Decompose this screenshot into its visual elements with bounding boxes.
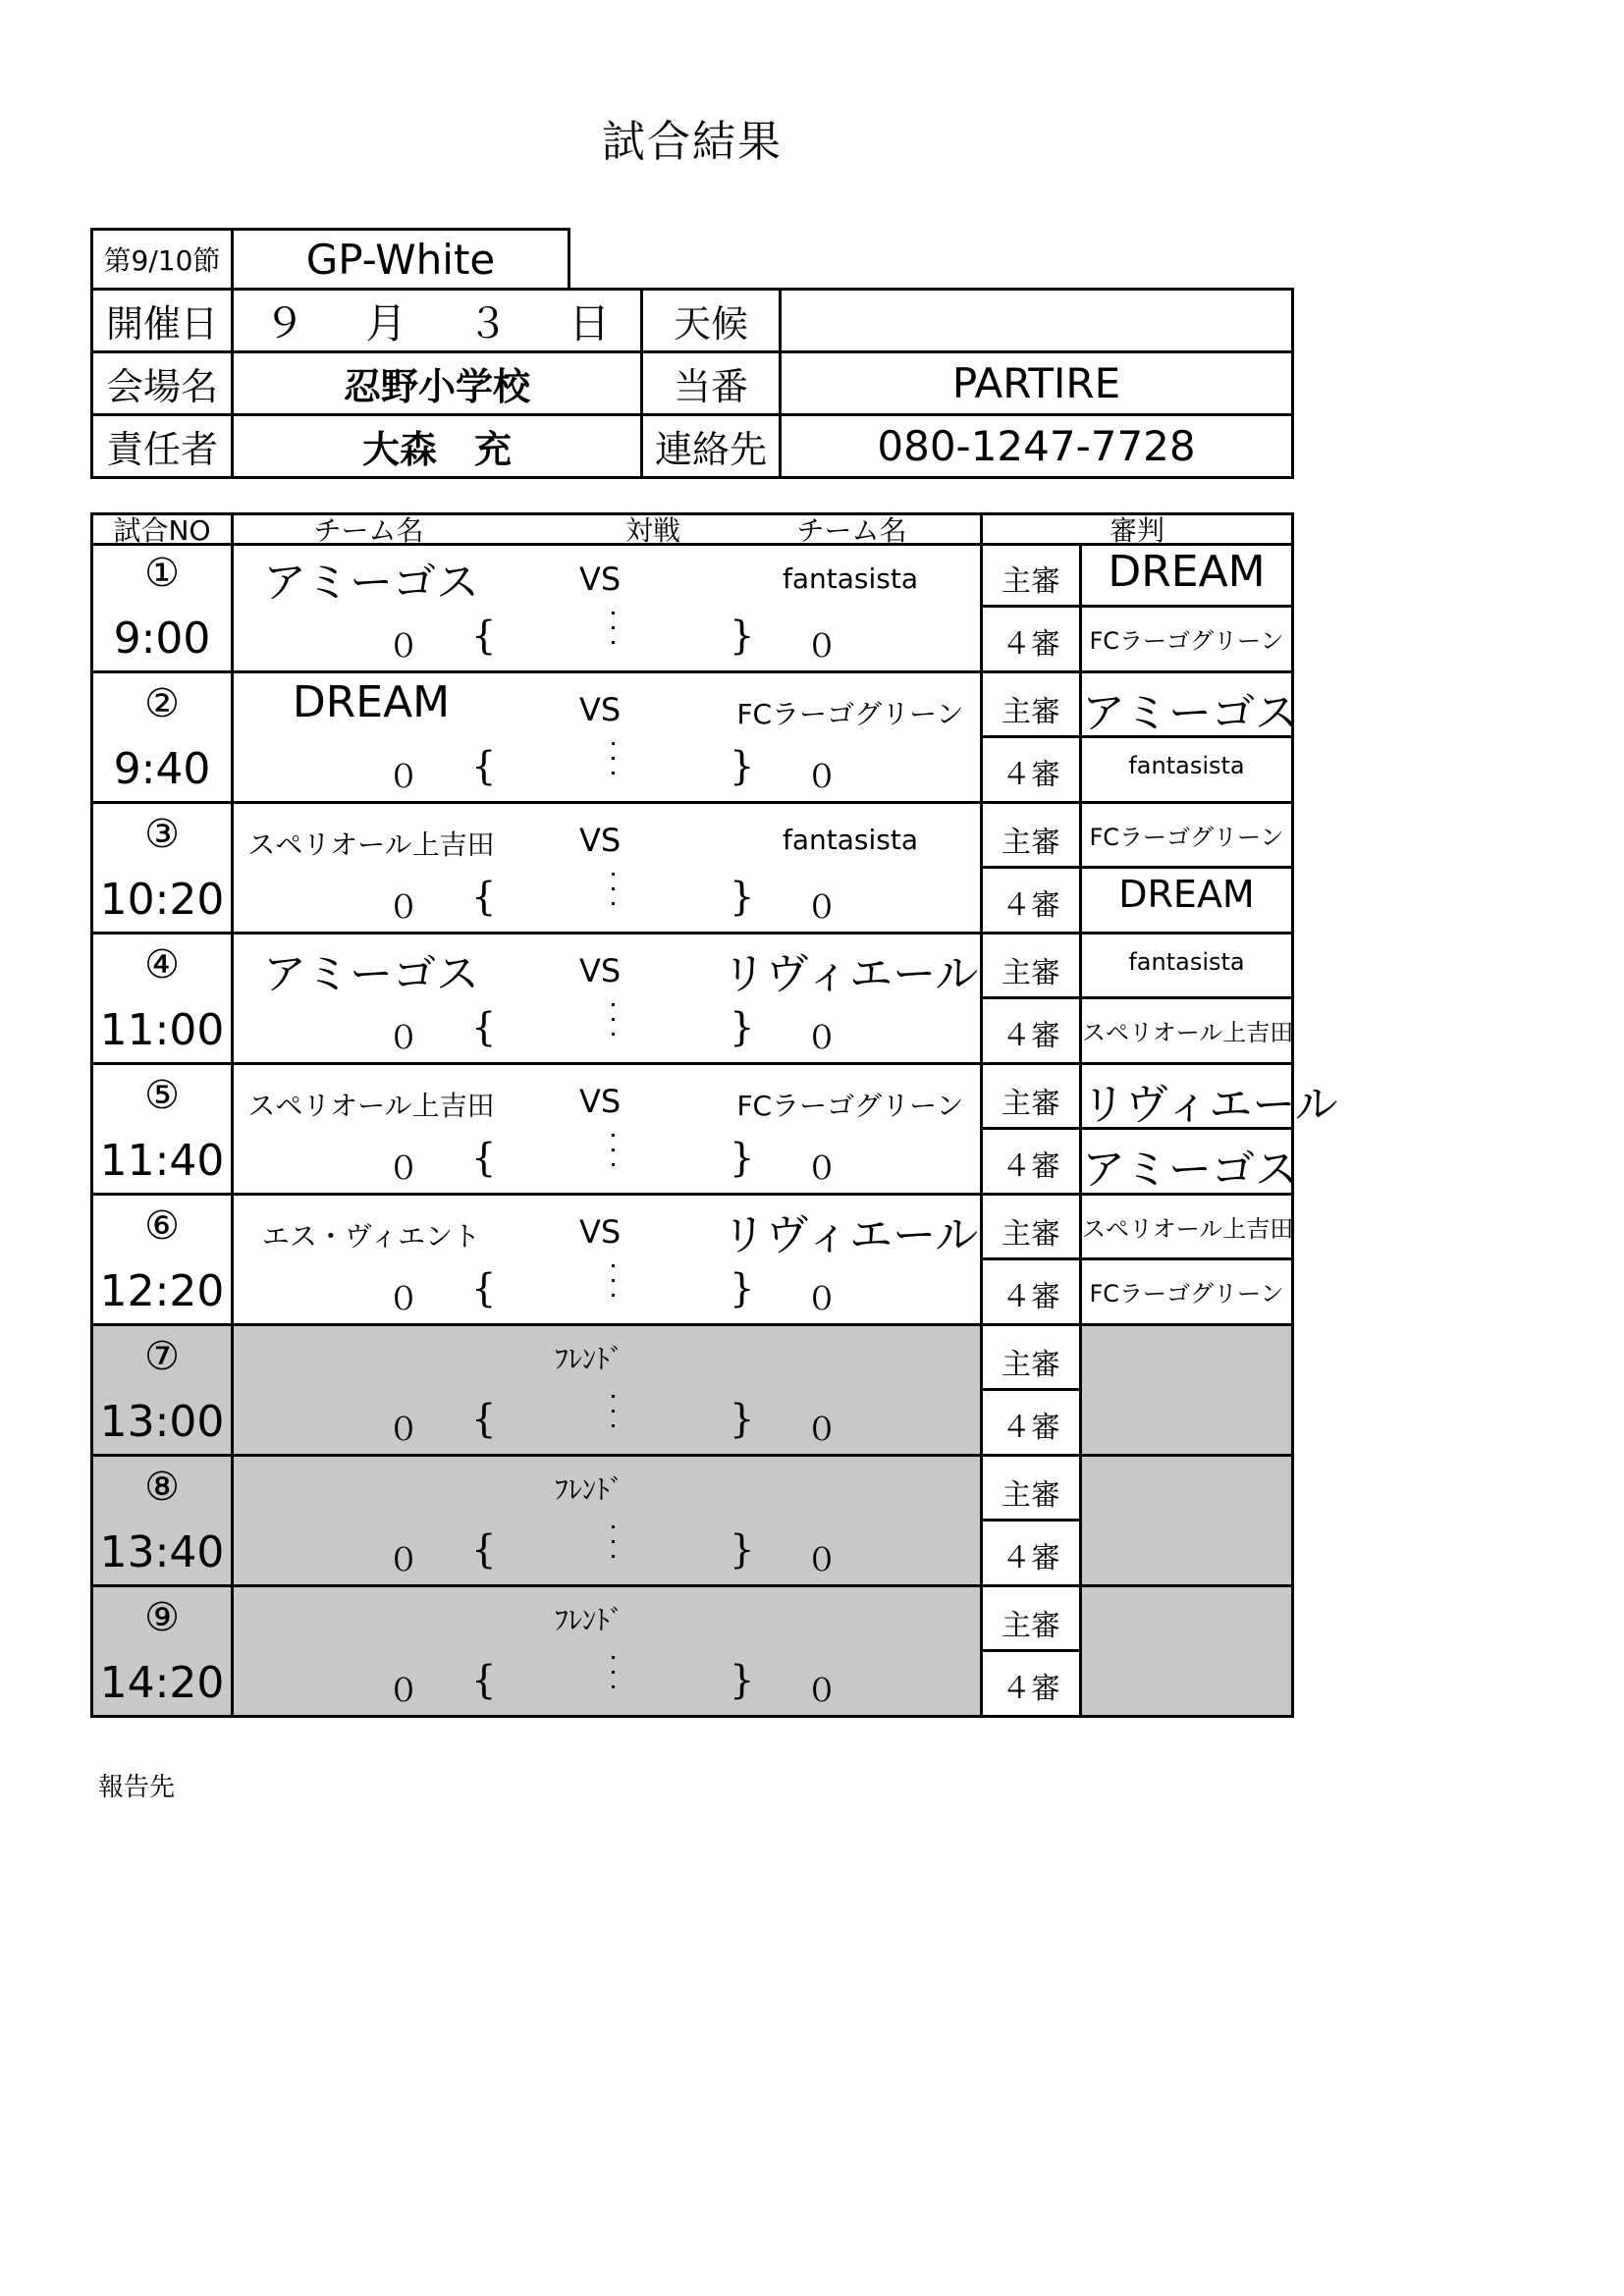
score-team1: ０ xyxy=(388,1672,420,1709)
score-team1: ０ xyxy=(388,758,420,795)
score-team2: ０ xyxy=(806,1019,839,1056)
fourth-ref-label: ４審 xyxy=(1001,758,1060,792)
match-number-cell xyxy=(93,673,231,801)
score-separator xyxy=(612,1134,616,1178)
main-ref-label: 主審 xyxy=(1001,695,1060,729)
brace-left: { xyxy=(471,875,497,920)
match-time: 12:20 xyxy=(99,1266,225,1316)
match-row xyxy=(90,1065,1338,1196)
vs-label: VS xyxy=(579,691,622,728)
score-team1: ０ xyxy=(388,1149,420,1187)
main-referee: DREAM xyxy=(1108,547,1266,597)
match-time: 11:00 xyxy=(99,1005,225,1055)
manager-label: 責任者 xyxy=(90,413,234,479)
vs-label: VS xyxy=(579,952,622,989)
match-row xyxy=(90,1587,1294,1718)
section-label: 第9/10節 xyxy=(90,228,234,291)
venue-label: 会場名 xyxy=(90,350,234,416)
score-team2: ０ xyxy=(806,1149,839,1187)
month-value: ９ xyxy=(263,298,305,347)
score-separator xyxy=(612,1003,616,1047)
weather-value xyxy=(779,288,1294,353)
brace-right: } xyxy=(730,1527,755,1573)
team2-name: FCラーゴグリーン xyxy=(736,698,964,730)
contact-label: 連絡先 xyxy=(640,413,782,479)
match-number-cell xyxy=(93,1587,231,1715)
match-number-cell xyxy=(93,1326,231,1454)
venue-value: 忍野小学校 xyxy=(231,350,643,416)
score-separator xyxy=(612,1395,616,1439)
main-referee: fantasista xyxy=(1128,948,1245,976)
score-separator xyxy=(612,1525,616,1570)
brace-left: { xyxy=(471,614,497,659)
match-time: 13:40 xyxy=(99,1527,225,1577)
match-number-cell xyxy=(93,934,231,1062)
match-number: ② xyxy=(144,681,180,726)
group-name: GP-White xyxy=(231,228,570,291)
date-label: 開催日 xyxy=(90,288,234,353)
brace-left: { xyxy=(471,1136,497,1181)
main-ref-label: 主審 xyxy=(1001,1348,1060,1382)
match-number-cell xyxy=(93,1065,231,1193)
score-team2: ０ xyxy=(806,758,839,795)
friendly-label: ﾌﾚﾝﾄﾞ xyxy=(555,1473,624,1506)
team1-name: DREAM xyxy=(292,677,451,727)
team1-name: アミーゴス xyxy=(263,949,479,999)
match-time: 10:20 xyxy=(99,875,225,925)
duty-label: 当番 xyxy=(640,350,782,416)
team2-name: fantasista xyxy=(783,824,918,856)
contact-value: 080-1247-7728 xyxy=(779,413,1294,479)
score-team1: ０ xyxy=(388,1280,420,1317)
brace-right: } xyxy=(730,1658,755,1703)
fourth-ref-label: ４審 xyxy=(1001,1280,1060,1314)
match-number: ⑨ xyxy=(144,1595,180,1640)
brace-right: } xyxy=(730,875,755,920)
main-ref-label: 主審 xyxy=(1001,826,1060,860)
date-value xyxy=(231,288,643,353)
vs-label: VS xyxy=(579,1213,622,1251)
vs-label: VS xyxy=(579,561,622,598)
match-row xyxy=(90,673,1298,804)
brace-right: } xyxy=(730,1136,755,1181)
manager-value: 大森 充 xyxy=(231,413,643,479)
score-team1: ０ xyxy=(388,888,420,926)
match-number: ③ xyxy=(144,812,180,857)
match-number-cell xyxy=(93,804,231,932)
fourth-ref-label: ４審 xyxy=(1001,888,1060,923)
brace-right: } xyxy=(730,744,755,789)
match-number: ④ xyxy=(144,942,180,988)
match-row xyxy=(90,804,1294,934)
match-number: ⑥ xyxy=(144,1203,180,1249)
team1-name: スペリオール上吉田 xyxy=(247,828,495,861)
brace-left: { xyxy=(471,1527,497,1573)
match-number-cell xyxy=(93,543,231,670)
fourth-referee: スペリオール上吉田 xyxy=(1082,1019,1294,1046)
score-team1: ０ xyxy=(388,1541,420,1578)
match-time: 14:20 xyxy=(99,1658,225,1708)
fourth-referee: FCラーゴグリーン xyxy=(1089,627,1284,655)
day-value: ３ xyxy=(466,298,509,347)
main-ref-label: 主審 xyxy=(1001,1087,1060,1121)
main-referee: リヴィエール xyxy=(1082,1080,1338,1130)
score-separator xyxy=(612,1264,616,1308)
main-ref-label: 主審 xyxy=(1001,956,1060,990)
report-to-label: 報告先 xyxy=(98,1773,176,1802)
score-separator xyxy=(612,612,616,656)
month-unit: 月 xyxy=(365,298,407,347)
main-ref-label: 主審 xyxy=(1001,1478,1060,1513)
col-team1: チーム名 xyxy=(313,514,424,547)
team2-name: FCラーゴグリーン xyxy=(736,1090,964,1122)
match-time: 13:00 xyxy=(99,1397,225,1447)
team1-name: スペリオール上吉田 xyxy=(247,1090,495,1122)
match-number: ① xyxy=(144,551,180,596)
brace-right: } xyxy=(730,1397,755,1442)
brace-left: { xyxy=(471,744,497,789)
col-referee: 審判 xyxy=(1109,514,1164,547)
score-separator xyxy=(612,1656,616,1700)
fourth-ref-label: ４審 xyxy=(1001,1149,1060,1184)
match-row xyxy=(90,1326,1294,1457)
match-number-cell xyxy=(93,1457,231,1584)
brace-right: } xyxy=(730,614,755,659)
vs-label: VS xyxy=(579,822,622,859)
main-referee: アミーゴス xyxy=(1082,688,1298,738)
match-number: ⑤ xyxy=(144,1073,180,1118)
friendly-label: ﾌﾚﾝﾄﾞ xyxy=(555,1604,624,1636)
match-number-cell xyxy=(93,1196,231,1323)
fourth-referee: fantasista xyxy=(1128,752,1245,779)
match-time: 11:40 xyxy=(99,1136,225,1186)
score-team2: ０ xyxy=(806,888,839,926)
brace-left: { xyxy=(471,1658,497,1703)
fourth-ref-label: ４審 xyxy=(1001,1411,1060,1445)
brace-left: { xyxy=(471,1005,497,1050)
col-no: 試合NO xyxy=(113,514,211,547)
vs-label: VS xyxy=(579,1083,622,1120)
match-time: 9:40 xyxy=(113,744,211,794)
team2-name: fantasista xyxy=(783,562,918,595)
team1-name: エス・ヴィエント xyxy=(261,1220,481,1253)
score-team2: ０ xyxy=(806,1672,839,1709)
main-ref-label: 主審 xyxy=(1001,564,1060,599)
score-team1: ０ xyxy=(388,1411,420,1448)
team1-name: アミーゴス xyxy=(263,558,479,608)
match-number: ⑦ xyxy=(144,1334,180,1379)
fourth-referee: アミーゴス xyxy=(1082,1145,1298,1195)
match-row xyxy=(90,1457,1294,1587)
team2-name: リヴィエール xyxy=(722,949,979,999)
brace-left: { xyxy=(471,1397,497,1442)
fourth-ref-label: ４審 xyxy=(1001,1672,1060,1706)
match-row xyxy=(90,1196,1294,1326)
col-team2: チーム名 xyxy=(796,514,907,547)
fourth-referee: FCラーゴグリーン xyxy=(1089,1280,1284,1308)
score-team2: ０ xyxy=(806,1411,839,1448)
score-team2: ０ xyxy=(806,1280,839,1317)
fourth-ref-label: ４審 xyxy=(1001,1541,1060,1575)
weather-label: 天候 xyxy=(640,288,782,353)
main-ref-label: 主審 xyxy=(1001,1217,1060,1252)
table-header xyxy=(90,512,1294,546)
score-team2: ０ xyxy=(806,1541,839,1578)
duty-value: PARTIRE xyxy=(779,350,1294,416)
score-separator xyxy=(612,742,616,786)
day-unit: 日 xyxy=(568,298,611,347)
fourth-ref-label: ４審 xyxy=(1001,1019,1060,1053)
main-ref-label: 主審 xyxy=(1001,1609,1060,1643)
score-team2: ０ xyxy=(806,627,839,665)
brace-right: } xyxy=(730,1266,755,1311)
score-separator xyxy=(612,873,616,917)
match-time: 9:00 xyxy=(113,614,211,664)
page-title: 試合結果 xyxy=(602,117,783,167)
fourth-ref-label: ４審 xyxy=(1001,627,1060,662)
score-team1: ０ xyxy=(388,627,420,665)
brace-right: } xyxy=(730,1005,755,1050)
brace-left: { xyxy=(471,1266,497,1311)
main-referee: FCラーゴグリーン xyxy=(1089,824,1284,851)
fourth-referee: DREAM xyxy=(1118,873,1255,916)
team2-name: リヴィエール xyxy=(722,1210,979,1260)
match-row xyxy=(90,934,1294,1065)
match-number: ⑧ xyxy=(144,1465,180,1510)
col-vs: 対戦 xyxy=(624,514,680,547)
match-row xyxy=(90,543,1294,673)
main-referee: スペリオール上吉田 xyxy=(1082,1215,1294,1243)
score-team1: ０ xyxy=(388,1019,420,1056)
friendly-label: ﾌﾚﾝﾄﾞ xyxy=(555,1343,624,1375)
